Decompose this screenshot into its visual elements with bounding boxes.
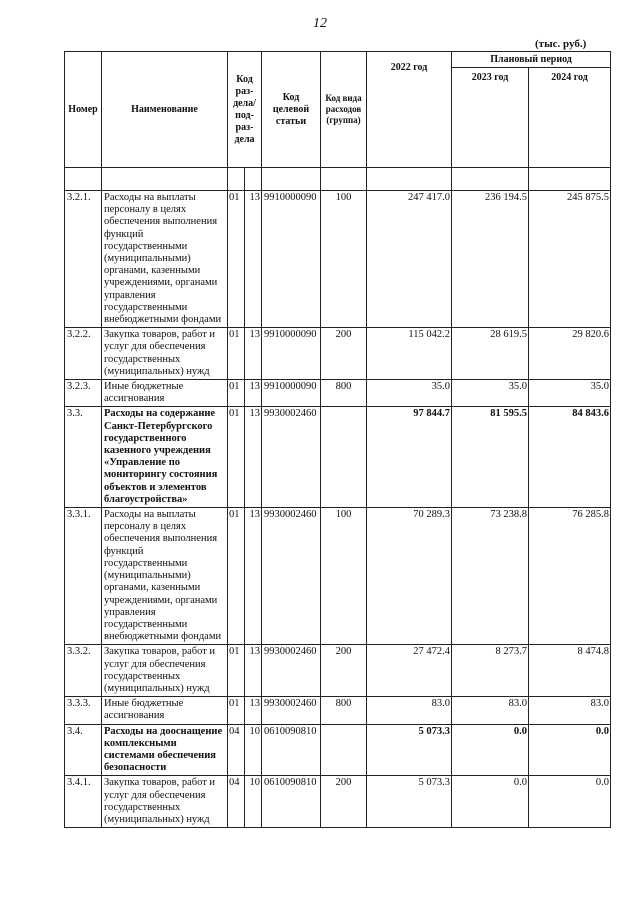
row-value-2023: 8 273.7: [452, 645, 529, 697]
table-body: [65, 191, 611, 828]
row-name: Закупка товаров, работ и услуг для обеспечения государственных (муниципальных) нужд: [102, 645, 228, 697]
row-value-2024: 76 285.8: [529, 508, 611, 645]
header-plan-period: Плановый период: [452, 52, 611, 68]
row-name: Иные бюджетные ассигнования: [102, 697, 228, 724]
table-row: [65, 724, 611, 776]
row-name: Закупка товаров, работ и услуг для обеспечения государственных (муниципальных) нужд: [102, 328, 228, 380]
table-row: [65, 645, 611, 697]
row-name: Закупка товаров, работ и услуг для обеспечения государственных (муниципальных) нужд: [102, 776, 228, 828]
row-expense-type: [321, 724, 367, 776]
row-name: Расходы на дооснащение комплексными системами обеспечения безопасности: [102, 724, 228, 776]
header-2024: 2024 год: [529, 68, 611, 168]
row-number: 3.4.: [65, 724, 102, 776]
row-value-2022: 5 073.3: [367, 724, 452, 776]
row-value-2022: 5 073.3: [367, 776, 452, 828]
header-2023: 2023 год: [452, 68, 529, 168]
row-value-2024: 0.0: [529, 776, 611, 828]
row-value-2023: 83.0: [452, 697, 529, 724]
row-expense-type: [321, 407, 367, 508]
row-target-code: 9930002460: [262, 508, 321, 645]
row-value-2023: 35.0: [452, 380, 529, 407]
row-number: 3.4.1.: [65, 776, 102, 828]
row-target-code: 9910000090: [262, 380, 321, 407]
row-subsection: 10: [245, 776, 262, 828]
row-subsection: 13: [245, 697, 262, 724]
row-expense-type: 800: [321, 380, 367, 407]
row-subsection: 13: [245, 407, 262, 508]
row-section: 01: [228, 328, 245, 380]
row-value-2023: 28 619.5: [452, 328, 529, 380]
row-subsection: 13: [245, 328, 262, 380]
table-row: [65, 776, 611, 828]
row-expense-type: 800: [321, 697, 367, 724]
row-value-2023: 236 194.5: [452, 191, 529, 328]
table-row: [65, 191, 611, 328]
page-number: 12: [313, 16, 327, 31]
table-row: [65, 407, 611, 508]
row-target-code: 0610090810: [262, 724, 321, 776]
table-row: [65, 328, 611, 380]
row-subsection: 13: [245, 508, 262, 645]
row-expense-type: 200: [321, 645, 367, 697]
row-name: Расходы на содержание Санкт-Петербургского государственного казенного учреждения «Управление по мониторингу состояния объектов и элементов благоустройства»: [102, 407, 228, 508]
row-value-2022: 247 417.0: [367, 191, 452, 328]
row-value-2022: 115 042.2: [367, 328, 452, 380]
header-target: Код целевой статьи: [262, 52, 321, 168]
row-value-2023: 81 595.5: [452, 407, 529, 508]
row-section: 01: [228, 407, 245, 508]
row-section: 01: [228, 191, 245, 328]
row-name: Иные бюджетные ассигнования: [102, 380, 228, 407]
header-spacer-row: [65, 168, 611, 191]
header-section: Код раз-дела/ под-раз-дела: [228, 52, 262, 168]
row-expense-type: 200: [321, 776, 367, 828]
row-value-2022: 70 289.3: [367, 508, 452, 645]
row-target-code: 0610090810: [262, 776, 321, 828]
row-target-code: 9930002460: [262, 697, 321, 724]
row-value-2024: 35.0: [529, 380, 611, 407]
row-expense-type: 100: [321, 508, 367, 645]
row-value-2023: 0.0: [452, 724, 529, 776]
row-section: 04: [228, 776, 245, 828]
row-expense-type: 200: [321, 328, 367, 380]
row-value-2022: 27 472.4: [367, 645, 452, 697]
row-value-2024: 83.0: [529, 697, 611, 724]
row-value-2023: 73 238.8: [452, 508, 529, 645]
table-row: [65, 508, 611, 645]
row-target-code: 9910000090: [262, 328, 321, 380]
row-subsection: 10: [245, 724, 262, 776]
header-expense-type: Код вида расходов (группа): [321, 52, 367, 168]
row-number: 3.2.1.: [65, 191, 102, 328]
row-target-code: 9910000090: [262, 191, 321, 328]
row-subsection: 13: [245, 380, 262, 407]
table-row: [65, 697, 611, 724]
row-section: 01: [228, 645, 245, 697]
row-target-code: 9930002460: [262, 645, 321, 697]
row-value-2024: 84 843.6: [529, 407, 611, 508]
row-target-code: 9930002460: [262, 407, 321, 508]
row-value-2023: 0.0: [452, 776, 529, 828]
row-number: 3.3.2.: [65, 645, 102, 697]
row-expense-type: 100: [321, 191, 367, 328]
row-value-2022: 83.0: [367, 697, 452, 724]
row-subsection: 13: [245, 645, 262, 697]
row-number: 3.2.3.: [65, 380, 102, 407]
row-name: Расходы на выплаты персоналу в целях обеспечения выполнения функций государственными (муниципальными) органами, казенными учреждениями, органами управления государственными внебюджетными фондами: [102, 508, 228, 645]
row-section: 04: [228, 724, 245, 776]
row-number: 3.3.3.: [65, 697, 102, 724]
row-number: 3.3.: [65, 407, 102, 508]
header-name: Наименование: [102, 52, 228, 168]
table-row: [65, 380, 611, 407]
row-name: Расходы на выплаты персоналу в целях обеспечения выполнения функций государственными (муниципальными) органами, казенными учреждениями, органами управления государственными внебюджетными фондами: [102, 191, 228, 328]
row-section: 01: [228, 508, 245, 645]
row-subsection: 13: [245, 191, 262, 328]
row-value-2022: 35.0: [367, 380, 452, 407]
row-value-2024: 8 474.8: [529, 645, 611, 697]
header-number: Номер: [65, 52, 102, 168]
row-value-2022: 97 844.7: [367, 407, 452, 508]
row-section: 01: [228, 697, 245, 724]
row-number: 3.3.1.: [65, 508, 102, 645]
units-label: (тыс. руб.): [535, 38, 587, 50]
budget-table: [64, 51, 611, 828]
row-section: 01: [228, 380, 245, 407]
row-value-2024: 245 875.5: [529, 191, 611, 328]
row-value-2024: 0.0: [529, 724, 611, 776]
row-value-2024: 29 820.6: [529, 328, 611, 380]
header-2022: 2022 год: [367, 52, 452, 168]
row-number: 3.2.2.: [65, 328, 102, 380]
